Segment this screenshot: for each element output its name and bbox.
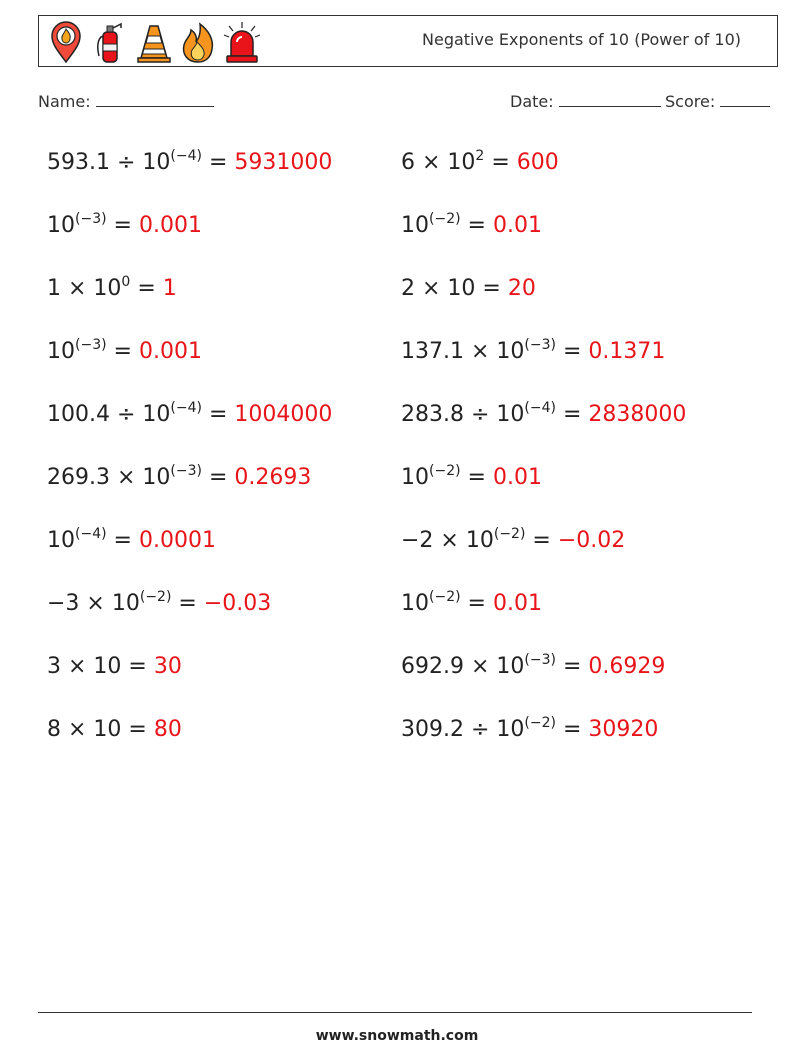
equals-sign: = xyxy=(460,591,493,616)
problem-expression: 8 × 10 xyxy=(47,717,122,742)
equals-sign: = xyxy=(201,150,235,175)
problem-answer: 1004000 xyxy=(234,402,333,427)
problem-expression: 6 × 10 xyxy=(401,150,476,175)
problem-expression: 283.8 ÷ 10 xyxy=(401,402,525,427)
problem-answer: 0.001 xyxy=(138,339,202,364)
footer-website: www.snowmath.com xyxy=(315,1028,479,1044)
problem-answer: 5931000 xyxy=(234,150,333,175)
problem-item xyxy=(47,337,202,367)
equals-sign: = xyxy=(121,717,154,742)
problem-exponent: (−2) xyxy=(429,211,461,227)
problem-expression: 100.4 ÷ 10 xyxy=(47,402,171,427)
problem-answer: 0.01 xyxy=(492,465,542,490)
equals-sign: = xyxy=(555,717,589,742)
problem-item xyxy=(401,715,658,745)
problem-answer: 0.0001 xyxy=(138,528,216,553)
equals-sign: = xyxy=(555,339,589,364)
problem-exponent: (−3) xyxy=(524,337,556,353)
name-blank-line[interactable] xyxy=(96,92,214,107)
equals-sign: = xyxy=(106,528,139,553)
problem-answer: 0.001 xyxy=(138,213,202,238)
worksheet-title: Negative Exponents of 10 (Power of 10) xyxy=(422,30,741,49)
problem-item xyxy=(47,211,202,241)
problem-exponent: 2 xyxy=(475,148,485,164)
equals-sign: = xyxy=(555,654,589,679)
problem-expression: 10 xyxy=(47,213,75,238)
problem-exponent: (−4) xyxy=(524,400,556,416)
equals-sign: = xyxy=(475,276,508,301)
equals-sign: = xyxy=(121,654,154,679)
equals-sign: = xyxy=(460,213,493,238)
problem-item xyxy=(47,589,271,619)
date-field[interactable] xyxy=(510,92,661,111)
equals-sign: = xyxy=(555,402,589,427)
problem-answer: 30 xyxy=(153,654,182,679)
equals-sign: = xyxy=(201,402,235,427)
problem-expression: 10 xyxy=(47,528,75,553)
problem-expression: 593.1 ÷ 10 xyxy=(47,150,171,175)
alarm-siren-icon xyxy=(223,20,261,64)
problem-answer: 0.2693 xyxy=(234,465,312,490)
equals-sign: = xyxy=(484,150,517,175)
problem-answer: −0.02 xyxy=(557,528,626,553)
equals-sign: = xyxy=(525,528,558,553)
problem-exponent: (−2) xyxy=(139,589,172,605)
name-field[interactable] xyxy=(38,92,214,111)
problem-exponent: (−3) xyxy=(524,652,556,668)
problem-expression: −3 × 10 xyxy=(47,591,140,616)
problem-item xyxy=(47,526,216,556)
problem-answer: 2838000 xyxy=(588,402,687,427)
problem-item xyxy=(401,463,542,493)
problem-expression: 137.1 × 10 xyxy=(401,339,525,364)
problem-expression: 1 × 10 xyxy=(47,276,122,301)
equals-sign: = xyxy=(106,339,139,364)
problem-answer: 0.01 xyxy=(492,213,542,238)
date-label: Date: xyxy=(510,92,554,111)
score-label: Score: xyxy=(665,92,716,111)
problem-item xyxy=(401,274,536,304)
problem-exponent: 0 xyxy=(121,274,131,290)
fire-extinguisher-icon xyxy=(91,20,129,64)
problem-expression: 10 xyxy=(401,213,429,238)
problem-item xyxy=(401,589,542,619)
equals-sign: = xyxy=(171,591,204,616)
problem-expression: 10 xyxy=(401,591,429,616)
problem-item xyxy=(401,526,625,556)
problem-answer: −0.03 xyxy=(203,591,272,616)
problem-item xyxy=(47,463,311,493)
problem-answer: 0.6929 xyxy=(588,654,666,679)
score-blank-line[interactable] xyxy=(720,92,770,107)
footer-divider xyxy=(38,1012,752,1013)
problem-item xyxy=(401,148,559,178)
problem-expression: 10 xyxy=(401,465,429,490)
problem-item xyxy=(401,337,665,367)
problem-item xyxy=(401,211,542,241)
date-blank-line[interactable] xyxy=(559,92,661,107)
problem-exponent: (−4) xyxy=(170,400,202,416)
equals-sign: = xyxy=(201,465,235,490)
problem-item xyxy=(47,148,332,178)
problem-expression: 309.2 ÷ 10 xyxy=(401,717,525,742)
problem-expression: −2 × 10 xyxy=(401,528,494,553)
problem-expression: 3 × 10 xyxy=(47,654,122,679)
problem-answer: 600 xyxy=(516,150,559,175)
problem-exponent: (−3) xyxy=(170,463,202,479)
problem-item xyxy=(401,400,686,430)
problem-answer: 30920 xyxy=(588,717,659,742)
problem-expression: 2 × 10 xyxy=(401,276,476,301)
problem-answer: 1 xyxy=(162,276,177,301)
problem-exponent: (−4) xyxy=(75,526,107,542)
problem-answer: 0.01 xyxy=(492,591,542,616)
flame-icon xyxy=(179,20,217,64)
problem-item xyxy=(47,652,182,682)
problem-exponent: (−2) xyxy=(493,526,526,542)
map-pin-fire-icon xyxy=(47,20,85,64)
problem-answer: 20 xyxy=(507,276,536,301)
problem-item xyxy=(47,715,182,745)
equals-sign: = xyxy=(106,213,139,238)
score-field[interactable] xyxy=(665,92,770,111)
problem-item xyxy=(47,274,177,304)
problem-expression: 692.9 × 10 xyxy=(401,654,525,679)
problem-answer: 80 xyxy=(153,717,182,742)
header-icons xyxy=(47,20,261,64)
worksheet-header xyxy=(38,15,778,67)
problem-exponent: (−3) xyxy=(75,337,107,353)
problem-exponent: (−2) xyxy=(429,463,461,479)
problem-exponent: (−2) xyxy=(429,589,461,605)
problem-exponent: (−4) xyxy=(170,148,202,164)
problem-expression: 10 xyxy=(47,339,75,364)
problem-exponent: (−3) xyxy=(75,211,107,227)
name-label: Name: xyxy=(38,92,91,111)
problem-item xyxy=(47,400,332,430)
problem-answer: 0.1371 xyxy=(588,339,666,364)
equals-sign: = xyxy=(460,465,493,490)
problem-exponent: (−2) xyxy=(524,715,556,731)
problem-item xyxy=(401,652,665,682)
problem-expression: 269.3 × 10 xyxy=(47,465,171,490)
traffic-cone-icon xyxy=(135,20,173,64)
equals-sign: = xyxy=(130,276,163,301)
